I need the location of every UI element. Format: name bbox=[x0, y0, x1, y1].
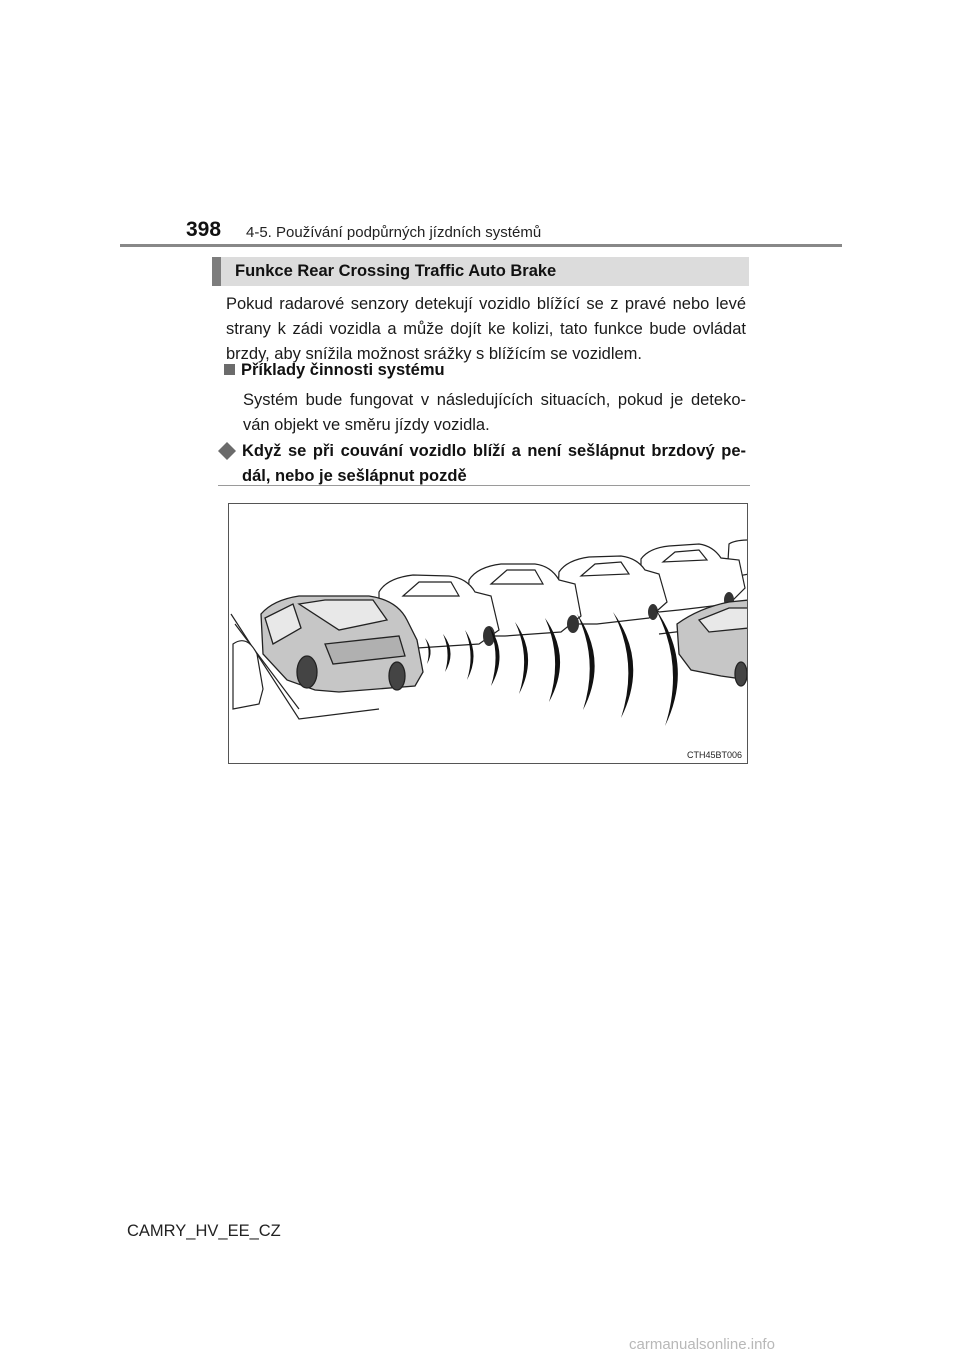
page-number: 398 bbox=[186, 218, 222, 241]
sub-heading bbox=[224, 361, 445, 380]
diamond-icon bbox=[218, 442, 236, 460]
figure-illustration bbox=[228, 503, 748, 764]
parking-illustration bbox=[229, 504, 748, 764]
square-bullet-icon bbox=[224, 364, 235, 375]
sub-heading-text: Příklady činnosti systému bbox=[241, 361, 445, 379]
watermark: carmanualsonline.info bbox=[629, 1336, 775, 1353]
header-divider bbox=[120, 244, 842, 247]
header-section-title: 4-5. Používání podpůrných jízdních systémů bbox=[246, 224, 542, 241]
section-title: Funkce Rear Crossing Traffic Auto Brake bbox=[235, 262, 557, 280]
example-divider bbox=[218, 485, 750, 486]
intro-paragraph: Pokud radarové senzory detekují vozidlo blížící se z pravé nebo levé strany k zádi vozidla a může dojít ke kolizi, tato funkce bude ovládat brzdy, aby snížila možnost srážky s blížícím se vozidlem. bbox=[226, 295, 746, 363]
footer-model-code: CAMRY_HV_EE_CZ bbox=[127, 1222, 281, 1240]
example-heading-text: Když se při couvání vozidlo blíží a není sešlápnut brzdový pe-dál, nebo je sešlápnut pozdě bbox=[242, 442, 746, 485]
example-heading bbox=[218, 439, 746, 489]
sub-paragraph: Systém bude fungovat v následujících situacích, pokud je deteko-ván objekt ve směru jízdy vozidla. bbox=[243, 391, 746, 434]
section-title-bar bbox=[212, 257, 749, 286]
figure-code: CTH45BT006 bbox=[686, 750, 742, 760]
